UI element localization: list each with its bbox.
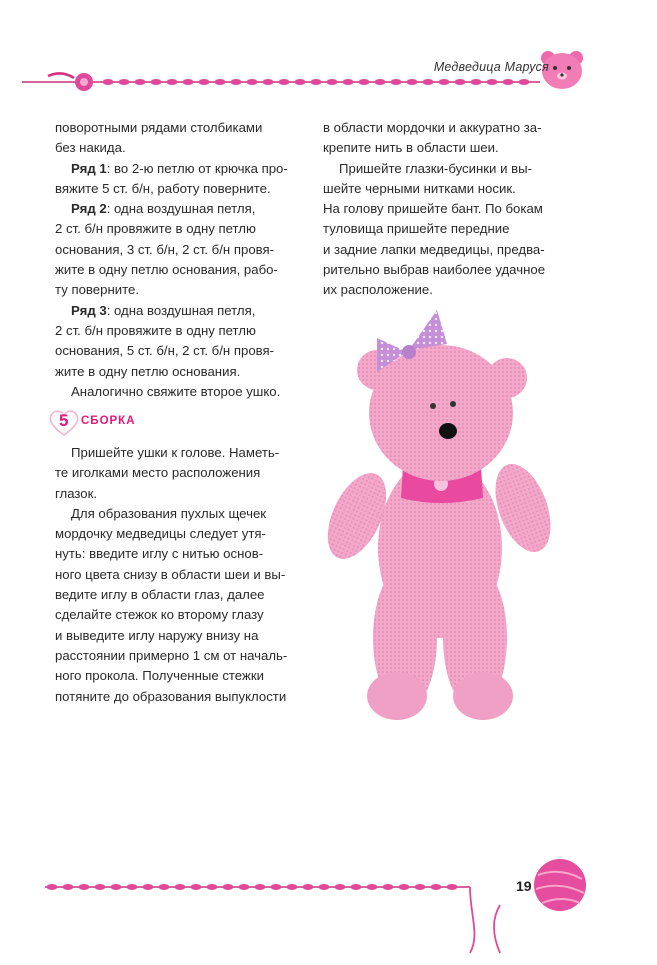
text-line: ту поверните. [55, 282, 139, 298]
text-line: Аналогично свяжите второе ушко. [71, 383, 281, 399]
left-column [55, 118, 313, 402]
text-line: На голову пришейте бант. По бокам [323, 201, 543, 217]
text-line: ного цвета снизу в области шеи и вы- [55, 566, 286, 582]
text-line: те иголками место расположения [55, 465, 261, 481]
running-header-title: Медведица Маруся [433, 60, 549, 74]
text-line: нуть: введите иглу с нитью основ- [55, 546, 264, 562]
text-line: крепите нить в области шеи. [323, 140, 499, 156]
section-title: СБОРКА [81, 415, 136, 427]
text-line: жите в одну петлю основания, рабо- [55, 262, 278, 278]
text-line: Для образования пухлых щечек [71, 505, 267, 521]
text-line: и выведите иглу наружу внизу на [55, 627, 259, 643]
text-line: поворотными рядами столбиками [55, 120, 263, 135]
row-3-label: Ряд 3 [71, 302, 107, 318]
text-line: 2 ст. б/н провяжите в одну петлю [55, 322, 256, 338]
text-line: расстоянии примерно 1 см от началь- [55, 647, 288, 663]
text-line: потяните до образования выпуклости [55, 688, 287, 704]
text-line: 2 ст. б/н провяжите в одну петлю [55, 221, 256, 237]
text-line: туловища пришейте передние [323, 221, 510, 237]
text-line: рительно выбрав наиболее удачное [323, 262, 546, 278]
row-1-label: Ряд 1 [71, 160, 107, 176]
assembly-text [55, 443, 313, 707]
row-1-line: Ряд 1: во 2-ю петлю от крючка про- [71, 160, 288, 176]
text-line: шейте черными нитками носик. [323, 180, 516, 196]
right-column [323, 118, 575, 301]
text-line: без накида. [55, 140, 126, 156]
text-line: их расположение. [323, 282, 433, 298]
text-line: ведите иглу в области глаз, далее [55, 587, 265, 603]
text-line: сделайте стежок ко второму глазу [55, 607, 264, 623]
text-line: вяжите 5 ст. б/н, работу поверните. [55, 180, 271, 196]
header-ribbon [0, 0, 657, 110]
text-line: в области мордочки и аккуратно за- [323, 120, 542, 135]
yarn-ball-icon [470, 859, 586, 953]
text-line: жите в одну петлю основания. [55, 363, 241, 379]
text-line: мордочку медведицы следует утя- [55, 526, 266, 542]
text-line: Пришейте глазки-бусинки и вы- [339, 160, 532, 176]
text-line: глазок. [55, 485, 98, 501]
row-2-line: Ряд 2: одна воздушная петля, [71, 201, 256, 217]
row-3-line: Ряд 3: одна воздушная петля, [71, 302, 256, 318]
text-line: Пришейте ушки к голове. Наметь- [71, 445, 280, 460]
text-line: основания, 5 ст. б/н, 2 ст. б/н провя- [55, 343, 275, 359]
text-line: ного прокола. Полученные стежки [55, 668, 264, 684]
section-number: 5 [59, 411, 69, 430]
row-2-label: Ряд 2 [71, 201, 107, 217]
page-number: 19 [516, 878, 532, 894]
text-line: основания, 3 ст. б/н, 2 ст. б/н провя- [55, 241, 275, 257]
text-line: и задние лапки медведицы, предва- [323, 241, 545, 257]
footer-ribbon [0, 845, 657, 965]
section-heading [47, 408, 247, 438]
bear-photo [325, 298, 565, 738]
